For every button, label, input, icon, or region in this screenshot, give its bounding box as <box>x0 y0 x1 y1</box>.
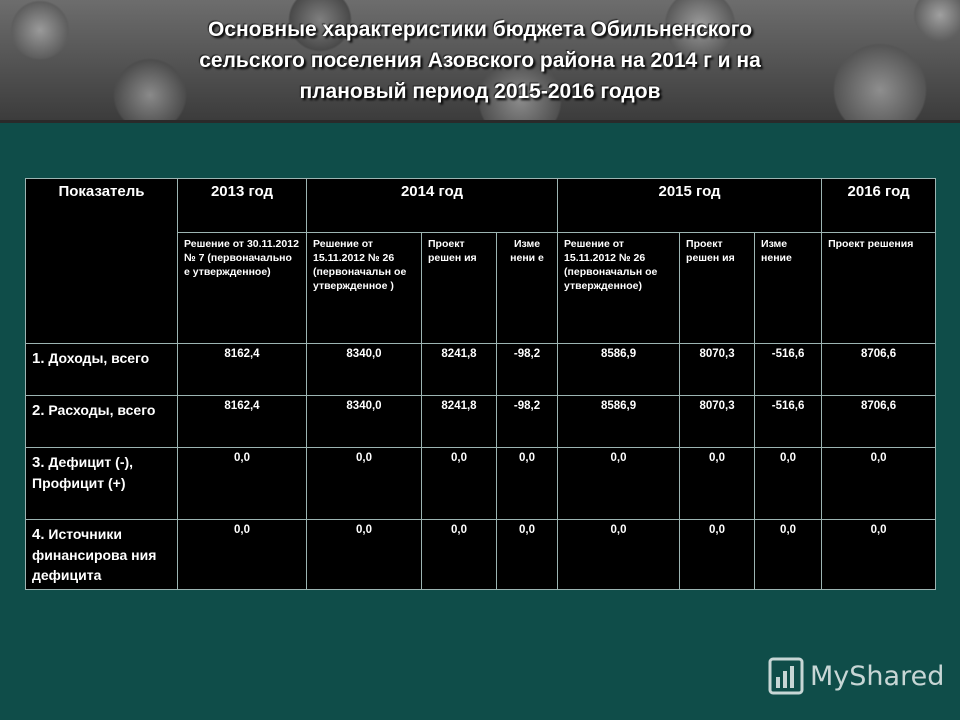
cell-value: 0,0 <box>178 448 307 520</box>
row-label <box>26 448 178 520</box>
cell-value: 0,0 <box>307 520 422 590</box>
budget-table <box>25 178 936 590</box>
row-title: Дефицит (-), Профицит (+) <box>32 454 134 491</box>
cell-value: 8340,0 <box>307 344 422 396</box>
row-label <box>26 344 178 396</box>
sub-2015-project: Проект решен ия <box>680 233 755 344</box>
cell-value: 8241,8 <box>422 344 497 396</box>
cell-value: 0,0 <box>422 520 497 590</box>
cell-value: 8241,8 <box>422 396 497 448</box>
cell-value: 0,0 <box>497 520 558 590</box>
cell-value: 8706,6 <box>822 396 936 448</box>
header-indicator: Показатель <box>26 179 178 344</box>
row-number: 2. <box>32 402 45 419</box>
cell-value: 8706,6 <box>822 344 936 396</box>
header-row-years <box>26 179 936 233</box>
myshared-logo-icon <box>768 657 804 695</box>
cell-value: -516,6 <box>755 396 822 448</box>
table-row <box>26 344 936 396</box>
cell-value: 8070,3 <box>680 396 755 448</box>
header-year-2014: 2014 год <box>307 179 558 233</box>
header-year-2013: 2013 год <box>178 179 307 233</box>
title-line-3: плановый период 2015-2016 годов <box>299 80 661 103</box>
cell-value: 8162,4 <box>178 396 307 448</box>
cell-value: 8340,0 <box>307 396 422 448</box>
row-title: Расходы, всего <box>48 402 156 418</box>
sub-2014-change: Изме нени е <box>497 233 558 344</box>
page-title <box>80 14 880 107</box>
cell-value: -98,2 <box>497 344 558 396</box>
title-line-2: сельского поселения Азовского района на 2014 г и на <box>199 49 761 72</box>
header-year-2016: 2016 год <box>822 179 936 233</box>
table-row <box>26 520 936 590</box>
cell-value: 0,0 <box>680 520 755 590</box>
cell-value: 0,0 <box>755 520 822 590</box>
cell-value: 0,0 <box>307 448 422 520</box>
row-number: 1. <box>32 350 45 367</box>
cell-value: -516,6 <box>755 344 822 396</box>
table-row <box>26 448 936 520</box>
cell-value: 0,0 <box>680 448 755 520</box>
cell-value: 0,0 <box>422 448 497 520</box>
sub-2014-project: Проект решен ия <box>422 233 497 344</box>
title-line-1: Основные характеристики бюджета Обильненского <box>207 18 753 41</box>
row-number: 3. <box>32 454 45 471</box>
header-banner <box>0 0 960 123</box>
sub-2016-project: Проект решения <box>822 233 936 344</box>
cell-value: 8162,4 <box>178 344 307 396</box>
watermark-text: MyShared <box>810 660 945 692</box>
cell-value: 0,0 <box>822 448 936 520</box>
cell-value: 0,0 <box>558 448 680 520</box>
sub-2014-decision: Решение от 15.11.2012 № 26 (первоначальн ое утвержденное ) <box>307 233 422 344</box>
cell-value: 8586,9 <box>558 396 680 448</box>
row-number: 4. <box>32 526 45 543</box>
table-row <box>26 396 936 448</box>
cell-value: 8070,3 <box>680 344 755 396</box>
cell-value: 8586,9 <box>558 344 680 396</box>
row-title: Доходы, всего <box>48 350 150 366</box>
row-title: Источники финансирова ния дефицита <box>32 526 157 583</box>
sub-2015-decision: Решение от 15.11.2012 № 26 (первоначальн ое утвержденное) <box>558 233 680 344</box>
cell-value: -98,2 <box>497 396 558 448</box>
cell-value: 0,0 <box>755 448 822 520</box>
row-label <box>26 396 178 448</box>
cell-value: 0,0 <box>178 520 307 590</box>
cell-value: 0,0 <box>558 520 680 590</box>
sub-2013-decision: Решение от 30.11.2012 № 7 (первоначально е утвержденное) <box>178 233 307 344</box>
row-label <box>26 520 178 590</box>
header-year-2015: 2015 год <box>558 179 822 233</box>
cell-value: 0,0 <box>822 520 936 590</box>
sub-2015-change: Изме нение <box>755 233 822 344</box>
cell-value: 0,0 <box>497 448 558 520</box>
watermark-logo <box>768 656 944 696</box>
